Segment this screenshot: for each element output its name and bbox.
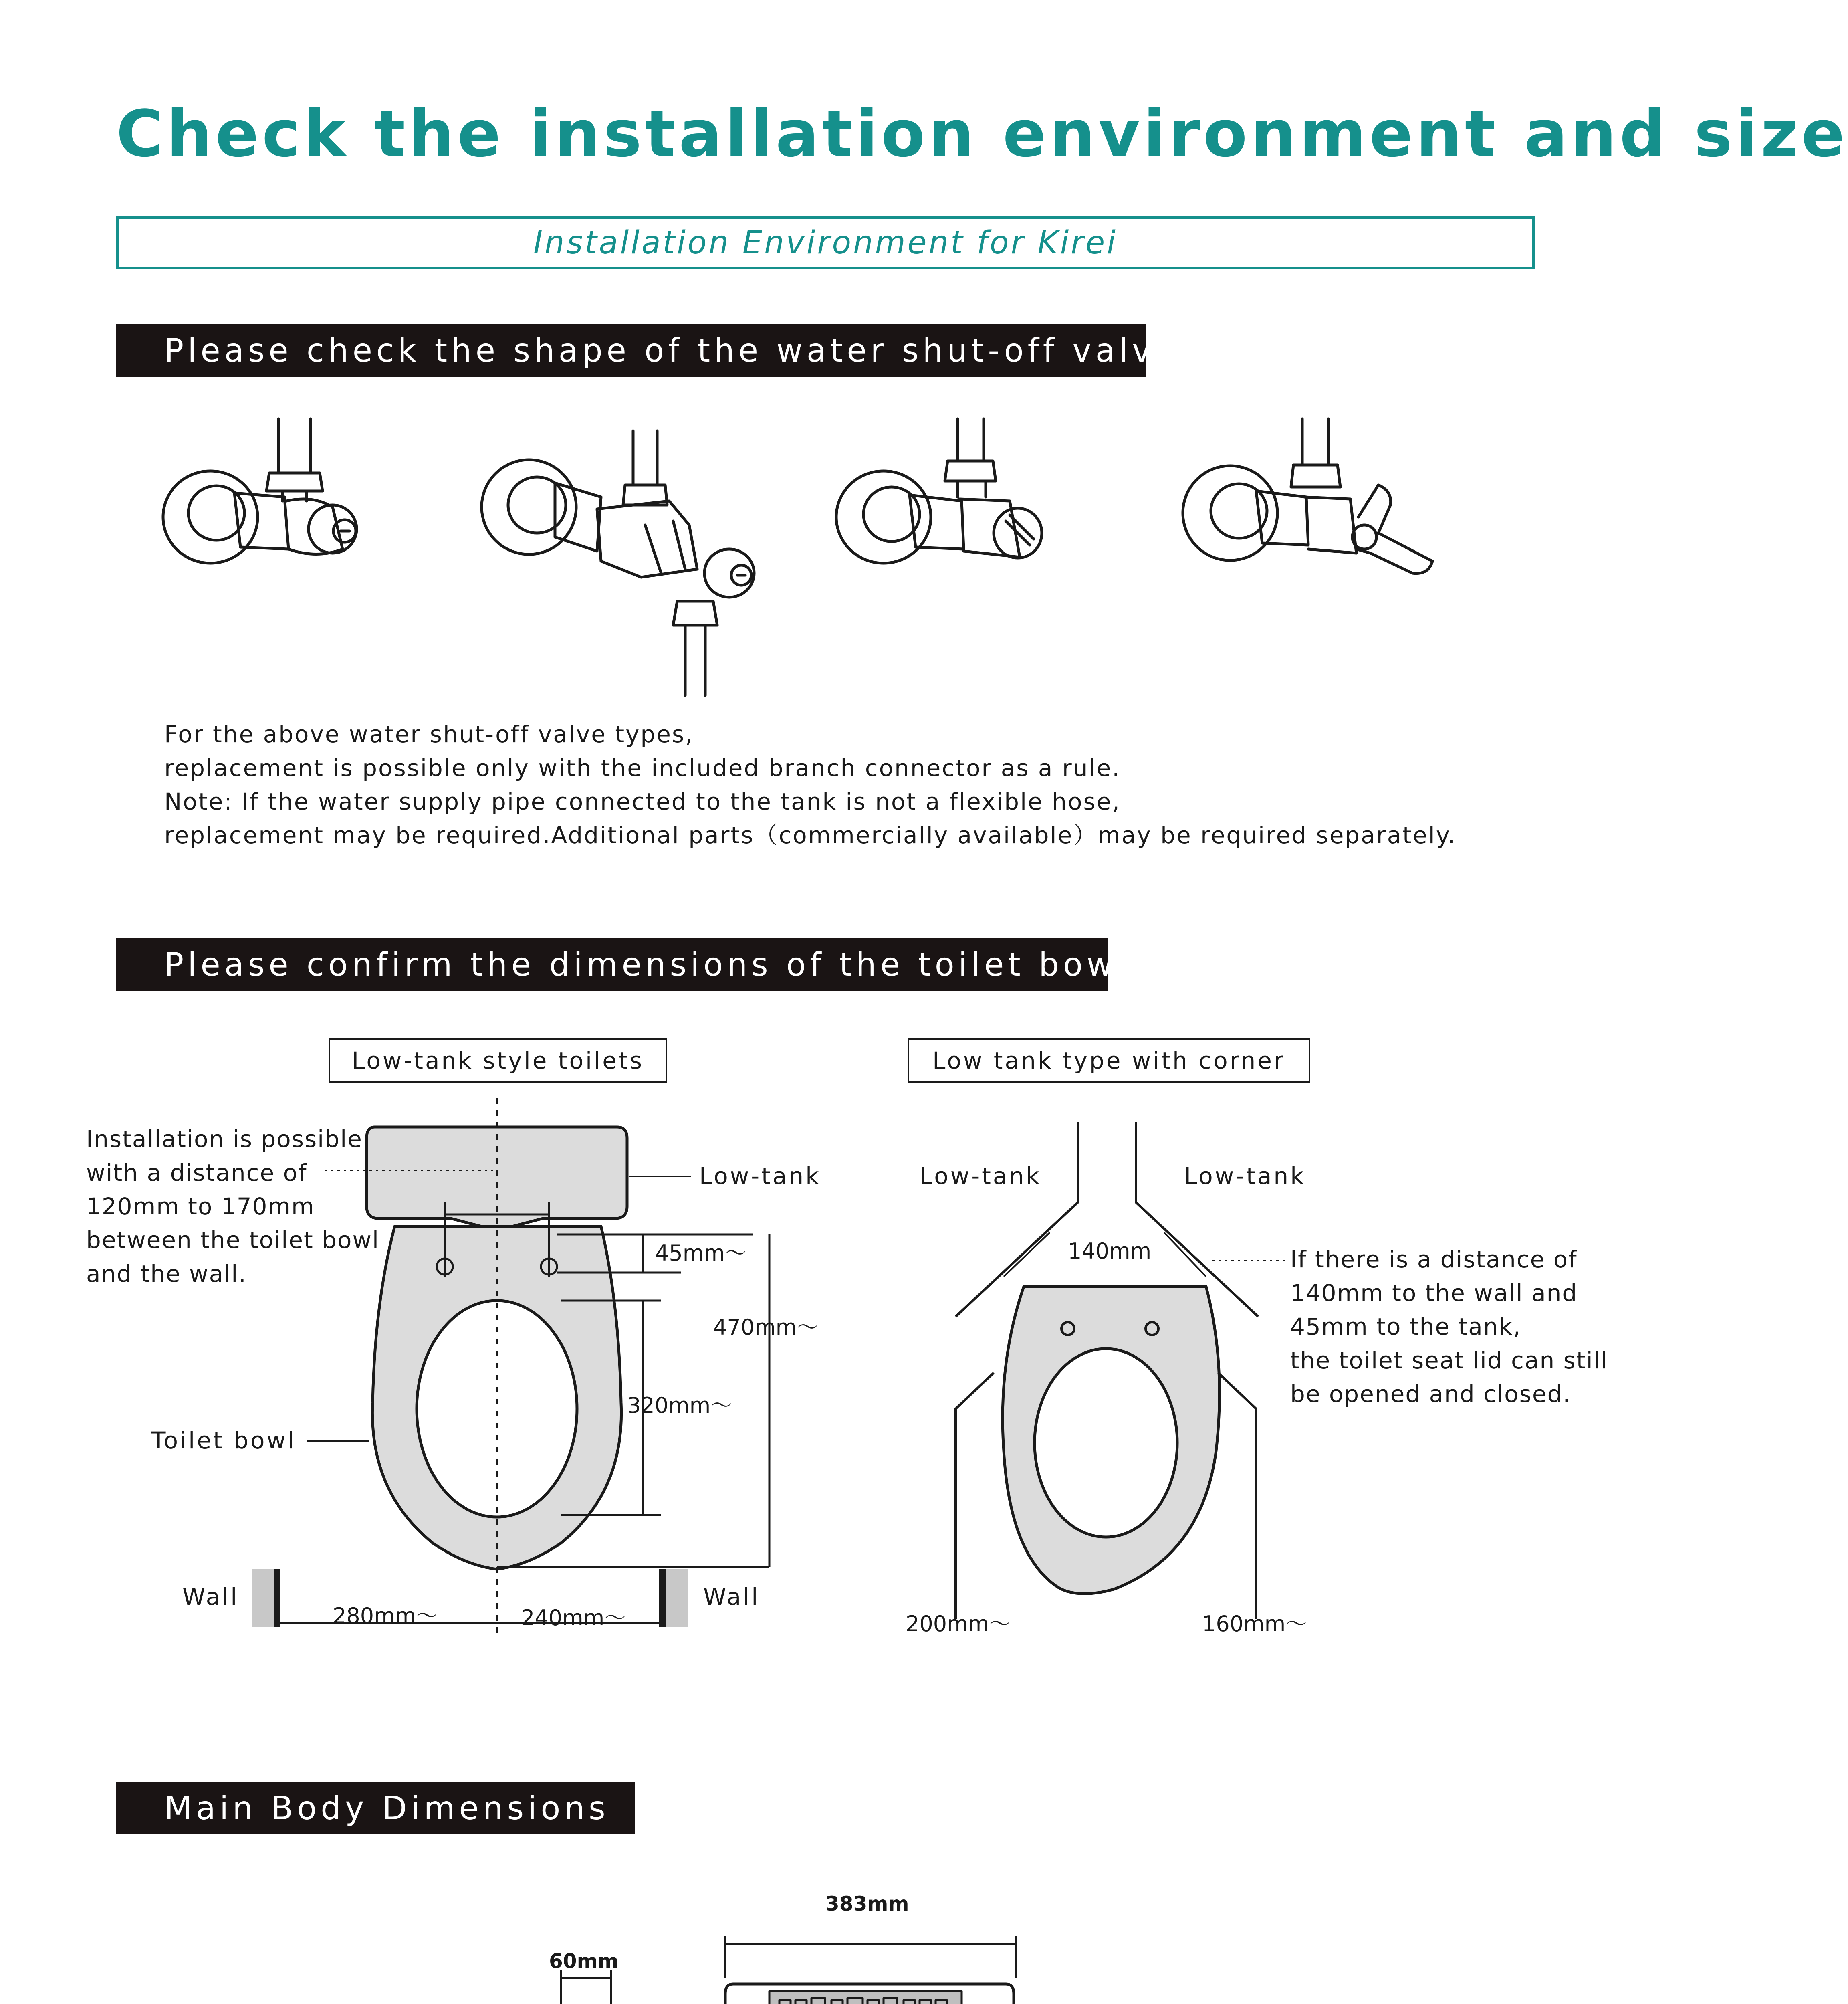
valve-note-line: Note: If the water supply pipe connected to the tank is not a flexible hose,	[164, 788, 1121, 815]
corner-distance-note	[1290, 1242, 1608, 1411]
top-view-diagram	[717, 1984, 1022, 2004]
page-title: Check the installation environment and size	[116, 96, 1848, 171]
dim-200mm: 200mm〜	[906, 1611, 1011, 1636]
note-line: and the wall.	[86, 1260, 247, 1287]
low-tank-right-label: Low-tank	[1184, 1162, 1306, 1190]
note-line: 45mm to the tank,	[1290, 1313, 1521, 1340]
dim-60mm: 60mm	[549, 1949, 619, 1973]
wall-label-left: Wall	[182, 1583, 239, 1610]
valve-note-line: replacement is possible only with the included branch connector as a rule.	[164, 754, 1121, 782]
note-line: between the toilet bowl	[86, 1226, 380, 1254]
wall-label-right: Wall	[703, 1583, 760, 1610]
dim-140mm: 140mm	[1068, 1238, 1152, 1264]
note-line: 120mm to 170mm	[86, 1193, 315, 1220]
dim-383mm: 383mm	[825, 1892, 909, 1915]
valve-illustration-2	[482, 431, 754, 695]
valve-illustration-4	[1183, 419, 1432, 574]
low-tank-label: Low-tank	[699, 1162, 821, 1190]
body-section-heading: Main Body Dimensions	[116, 1782, 635, 1834]
subtitle: Installation Environment for Kirei	[533, 225, 1118, 261]
note-line: If there is a distance of	[1290, 1246, 1578, 1273]
valve-illustration-1	[163, 419, 357, 563]
corner-diagram	[1003, 1287, 1219, 1594]
note-line: 140mm to the wall and	[1290, 1279, 1578, 1307]
installation-distance-note	[86, 1122, 379, 1291]
low-tank-style-label: Low-tank style toilets	[329, 1038, 667, 1083]
valve-note-line: replacement may be required.Additional parts（commercially available）may be required separately.	[164, 822, 1457, 849]
dim-240mm: 240mm〜	[521, 1605, 626, 1630]
dim-160mm: 160mm〜	[1202, 1611, 1307, 1636]
valve-notes	[164, 717, 1456, 852]
corner-type-label: Low tank type with corner	[908, 1038, 1310, 1083]
valve-illustration-3	[836, 419, 1042, 563]
dim-470mm: 470mm〜	[713, 1315, 819, 1340]
low-tank-diagram	[367, 1127, 627, 1569]
dim-280mm: 280mm〜	[333, 1603, 438, 1628]
note-line: the toilet seat lid can still	[1290, 1347, 1608, 1374]
valve-note-line: For the above water shut-off valve types,	[164, 721, 694, 748]
bowl-section-heading: Please confirm the dimensions of the toilet bowl	[116, 938, 1108, 991]
note-line: with a distance of	[86, 1159, 307, 1186]
dim-320mm: 320mm〜	[627, 1393, 732, 1418]
note-line: be opened and closed.	[1290, 1380, 1571, 1408]
dim-45mm: 45mm〜	[655, 1240, 746, 1266]
valve-section-heading: Please check the shape of the water shut-off valve	[116, 324, 1146, 377]
toilet-bowl-label: Toilet bowl	[151, 1427, 297, 1454]
note-line: Installation is possible	[86, 1125, 363, 1153]
low-tank-left-label: Low-tank	[920, 1162, 1041, 1190]
